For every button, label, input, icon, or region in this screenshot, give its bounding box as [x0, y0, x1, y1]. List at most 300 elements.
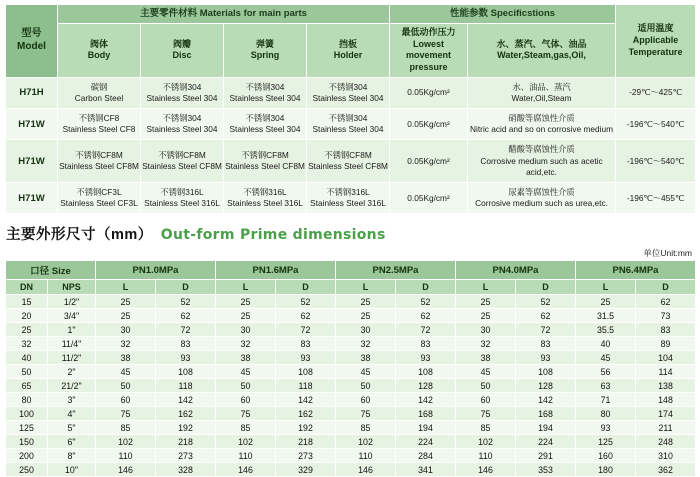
cell-medium-en: Nitric acid and so on corrosive medium — [470, 124, 613, 135]
cell-holder — [307, 109, 390, 140]
cell-l-pn40: 25 — [456, 309, 516, 323]
header-spring-en: Spring — [250, 50, 280, 61]
cell-nps: 21/2" — [48, 379, 96, 393]
header-group-materials-cn: 主要零件材料 — [140, 8, 198, 19]
cell-body — [58, 109, 141, 140]
cell-l-pn64: 93 — [576, 421, 636, 435]
header-disc — [141, 23, 224, 77]
dim-header-row-top — [6, 261, 696, 280]
header-spring-cn: 弹簧 — [255, 38, 274, 49]
cell-d-pn40: 353 — [516, 463, 576, 477]
cell-pressure: 0.05Kg/cm² — [390, 140, 468, 183]
cell-spring — [224, 182, 307, 213]
cell-dn: 125 — [6, 421, 48, 435]
header-holder — [307, 23, 390, 77]
cell-l-pn25: 32 — [336, 337, 396, 351]
header-disc-cn: 阀瓣 — [172, 38, 191, 49]
header-medium-en: Water,Steam,gas,Oil, — [497, 50, 586, 61]
cell-d-pn25: 62 — [396, 309, 456, 323]
cell-l-pn16: 60 — [216, 393, 276, 407]
header-group-materials — [58, 5, 390, 24]
header-holder-en: Holder — [333, 50, 363, 61]
dim-header-pn25: PN2.5MPa — [336, 261, 456, 280]
cell-holder-en: Stainless Steel 304 — [312, 92, 384, 103]
cell-d-pn16: 118 — [276, 379, 336, 393]
table-row — [6, 140, 696, 183]
cell-l-pn25: 38 — [336, 351, 396, 365]
cell-l-pn16: 30 — [216, 323, 276, 337]
cell-disc-cn: 不锈钢304 — [162, 81, 202, 92]
cell-l-pn10: 75 — [96, 407, 156, 421]
cell-d-pn10: 118 — [156, 379, 216, 393]
unit-note: 单位Unit:mm — [643, 248, 692, 259]
cell-body-en: Stainless Steel CF8 — [62, 124, 136, 135]
header-group-performance-cn: 性能参数 — [449, 8, 488, 19]
header-model — [6, 5, 58, 78]
header-temperature — [616, 5, 696, 78]
section-title — [6, 223, 700, 244]
cell-l-pn16: 75 — [216, 407, 276, 421]
header-body-cn: 阀体 — [89, 38, 108, 49]
dim-header-d-pn25: D — [396, 280, 456, 295]
cell-body — [58, 140, 141, 183]
cell-l-pn16: 85 — [216, 421, 276, 435]
cell-l-pn10: 32 — [96, 337, 156, 351]
cell-d-pn16: 273 — [276, 449, 336, 463]
table-row — [6, 109, 696, 140]
header-group-performance — [390, 5, 616, 24]
cell-l-pn40: 110 — [456, 449, 516, 463]
cell-l-pn64: 160 — [576, 449, 636, 463]
cell-disc — [141, 140, 224, 183]
cell-l-pn64: 125 — [576, 435, 636, 449]
cell-disc-en: Stainless Steel 304 — [146, 124, 218, 135]
dim-header-d-pn40: D — [516, 280, 576, 295]
cell-d-pn40: 62 — [516, 309, 576, 323]
cell-temperature: -196℃～455℃ — [616, 182, 696, 213]
cell-temperature: -29℃～425℃ — [616, 77, 696, 108]
dim-header-d-pn64: D — [636, 280, 696, 295]
section-title-en: Out-form Prime dimensions — [160, 227, 386, 244]
cell-l-pn40: 25 — [456, 295, 516, 309]
cell-d-pn40: 168 — [516, 407, 576, 421]
cell-d-pn16: 329 — [276, 463, 336, 477]
cell-l-pn10: 110 — [96, 449, 156, 463]
cell-l-pn40: 32 — [456, 337, 516, 351]
header-medium — [468, 23, 616, 77]
cell-dn: 25 — [6, 323, 48, 337]
cell-spring — [224, 140, 307, 183]
cell-d-pn16: 83 — [276, 337, 336, 351]
table-row — [6, 182, 696, 213]
cell-body-en: Carbon Steel — [74, 92, 124, 103]
dim-header-l-pn40: L — [456, 280, 516, 295]
cell-dn: 50 — [6, 365, 48, 379]
cell-d-pn64: 89 — [636, 337, 696, 351]
cell-l-pn25: 75 — [336, 407, 396, 421]
cell-l-pn40: 38 — [456, 351, 516, 365]
cell-l-pn25: 60 — [336, 393, 396, 407]
dim-header-l-pn25: L — [336, 280, 396, 295]
cell-nps: 8" — [48, 449, 96, 463]
cell-d-pn25: 93 — [396, 351, 456, 365]
cell-l-pn10: 30 — [96, 323, 156, 337]
cell-medium-en: Corrosive medium such as acetic acid,etc. — [480, 155, 603, 177]
cell-spring — [224, 109, 307, 140]
header-holder-cn: 挡板 — [339, 38, 358, 49]
cell-disc-en: Stainless Steel 316L — [144, 198, 220, 209]
materials-specifications-table — [5, 4, 696, 214]
cell-l-pn16: 110 — [216, 449, 276, 463]
cell-l-pn16: 146 — [216, 463, 276, 477]
cell-medium — [468, 77, 616, 108]
cell-medium-en: Corrosive medium such as urea,etc. — [475, 198, 608, 209]
cell-d-pn40: 52 — [516, 295, 576, 309]
cell-d-pn25: 341 — [396, 463, 456, 477]
cell-l-pn40: 146 — [456, 463, 516, 477]
cell-l-pn16: 38 — [216, 351, 276, 365]
cell-d-pn40: 72 — [516, 323, 576, 337]
cell-dn: 100 — [6, 407, 48, 421]
cell-l-pn25: 25 — [336, 309, 396, 323]
header-body — [58, 23, 141, 77]
cell-d-pn10: 83 — [156, 337, 216, 351]
cell-medium — [468, 140, 616, 183]
cell-l-pn10: 45 — [96, 365, 156, 379]
cell-d-pn10: 108 — [156, 365, 216, 379]
cell-d-pn64: 73 — [636, 309, 696, 323]
cell-nps: 2" — [48, 365, 96, 379]
cell-model: H71W — [6, 182, 58, 213]
cell-l-pn10: 25 — [96, 309, 156, 323]
cell-nps: 1" — [48, 323, 96, 337]
cell-l-pn40: 75 — [456, 407, 516, 421]
cell-d-pn64: 138 — [636, 379, 696, 393]
cell-l-pn16: 45 — [216, 365, 276, 379]
cell-l-pn16: 25 — [216, 309, 276, 323]
cell-dn: 150 — [6, 435, 48, 449]
cell-d-pn16: 162 — [276, 407, 336, 421]
cell-medium-en: Water,Oil,Steam — [511, 92, 572, 103]
cell-l-pn64: 56 — [576, 365, 636, 379]
cell-d-pn25: 72 — [396, 323, 456, 337]
cell-medium-cn: 硝酸等腐蚀性介质 — [508, 113, 575, 123]
cell-holder-en: Stainless Steel 316L — [310, 198, 386, 209]
table-row — [6, 393, 696, 407]
cell-body-cn: 碳钢 — [90, 81, 108, 92]
cell-spring-cn: 不锈钢CF8M — [241, 149, 289, 160]
cell-body — [58, 77, 141, 108]
cell-l-pn25: 25 — [336, 295, 396, 309]
cell-disc — [141, 182, 224, 213]
cell-l-pn64: 40 — [576, 337, 636, 351]
header-body-en: Body — [87, 50, 111, 61]
header-model-en: Model — [17, 40, 46, 52]
dim-header-dn: DN — [6, 280, 48, 295]
cell-d-pn16: 192 — [276, 421, 336, 435]
dim-header-pn16: PN1.6MPa — [216, 261, 336, 280]
table-row — [6, 77, 696, 108]
cell-nps: 1/2" — [48, 295, 96, 309]
section-title-cn: 主要外形尺寸（mm） — [6, 227, 153, 244]
cell-nps: 6" — [48, 435, 96, 449]
cell-d-pn25: 284 — [396, 449, 456, 463]
table-header-row-sub — [6, 23, 696, 77]
table-row — [6, 337, 696, 351]
cell-holder-cn: 不锈钢316L — [326, 186, 370, 197]
cell-d-pn10: 62 — [156, 309, 216, 323]
header-pressure-cn: 最低动作压力 — [401, 26, 456, 37]
cell-l-pn64: 25 — [576, 295, 636, 309]
cell-body-en: Stainless Steel CF3L — [60, 198, 138, 209]
header-temperature-cn: 适用温度 — [637, 23, 674, 34]
cell-body-en: Stainless Steel CF8M — [59, 161, 139, 172]
header-group-materials-en: Materials for main parts — [199, 8, 307, 19]
cell-spring-cn: 不锈钢316L — [243, 186, 287, 197]
cell-l-pn40: 85 — [456, 421, 516, 435]
dimensions-table — [5, 260, 696, 477]
header-pressure-en: Lowest movement pressure — [406, 38, 452, 72]
cell-dn: 80 — [6, 393, 48, 407]
cell-d-pn40: 83 — [516, 337, 576, 351]
cell-d-pn64: 362 — [636, 463, 696, 477]
cell-disc-en: Stainless Steel 304 — [146, 92, 218, 103]
cell-l-pn64: 180 — [576, 463, 636, 477]
cell-holder-en: Stainless Steel 304 — [312, 124, 384, 135]
cell-disc — [141, 77, 224, 108]
cell-l-pn10: 146 — [96, 463, 156, 477]
cell-temperature: -196℃～540℃ — [616, 109, 696, 140]
table-row — [6, 351, 696, 365]
cell-body-cn: 不锈钢CF8 — [78, 113, 120, 123]
dim-header-row-sub — [6, 280, 696, 295]
cell-disc-cn: 不锈钢316L — [160, 186, 204, 197]
cell-dn: 20 — [6, 309, 48, 323]
table-row — [6, 295, 696, 309]
cell-l-pn16: 50 — [216, 379, 276, 393]
dim-header-pn64: PN6.4MPa — [576, 261, 696, 280]
cell-l-pn10: 60 — [96, 393, 156, 407]
cell-d-pn25: 83 — [396, 337, 456, 351]
cell-temperature: -196℃～540℃ — [616, 140, 696, 183]
unit-note-row — [0, 247, 700, 259]
table-header-row-top — [6, 5, 696, 24]
cell-spring-en: Stainless Steel CF8M — [225, 161, 305, 172]
cell-body — [58, 182, 141, 213]
cell-spring-cn: 不锈钢304 — [245, 113, 285, 123]
cell-dn: 200 — [6, 449, 48, 463]
table-row — [6, 323, 696, 337]
dim-header-size-group: 口径 Size — [6, 261, 96, 280]
cell-l-pn10: 25 — [96, 295, 156, 309]
header-model-cn: 型号 — [21, 28, 42, 40]
header-temperature-en: Applicable Temperature — [628, 34, 683, 57]
header-disc-en: Disc — [172, 50, 192, 61]
header-medium-cn: 水、蒸汽、气体、油品 — [496, 38, 587, 49]
cell-dn: 250 — [6, 463, 48, 477]
cell-dn: 15 — [6, 295, 48, 309]
header-group-performance-en: Specificstions — [490, 8, 556, 19]
cell-l-pn25: 146 — [336, 463, 396, 477]
cell-d-pn64: 83 — [636, 323, 696, 337]
table-row — [6, 421, 696, 435]
cell-nps: 10" — [48, 463, 96, 477]
cell-l-pn64: 31.5 — [576, 309, 636, 323]
cell-l-pn25: 50 — [336, 379, 396, 393]
cell-l-pn64: 71 — [576, 393, 636, 407]
cell-disc-cn: 不锈钢CF8M — [158, 149, 206, 160]
cell-body-cn: 不锈钢CF8M — [75, 149, 123, 160]
cell-nps: 4" — [48, 407, 96, 421]
dim-header-d-pn16: D — [276, 280, 336, 295]
table-row — [6, 365, 696, 379]
cell-medium-cn: 尿素等腐蚀性介质 — [508, 186, 575, 197]
cell-l-pn40: 30 — [456, 323, 516, 337]
cell-d-pn40: 142 — [516, 393, 576, 407]
cell-l-pn10: 50 — [96, 379, 156, 393]
cell-d-pn25: 128 — [396, 379, 456, 393]
cell-spring-en: Stainless Steel 316L — [227, 198, 303, 209]
cell-l-pn25: 30 — [336, 323, 396, 337]
cell-nps: 3/4" — [48, 309, 96, 323]
cell-model: H71H — [6, 77, 58, 108]
cell-d-pn10: 93 — [156, 351, 216, 365]
cell-pressure: 0.05Kg/cm² — [390, 109, 468, 140]
cell-model: H71W — [6, 109, 58, 140]
cell-d-pn16: 72 — [276, 323, 336, 337]
cell-dn: 40 — [6, 351, 48, 365]
cell-d-pn10: 52 — [156, 295, 216, 309]
cell-nps: 5" — [48, 421, 96, 435]
cell-d-pn64: 248 — [636, 435, 696, 449]
cell-d-pn25: 52 — [396, 295, 456, 309]
cell-d-pn10: 273 — [156, 449, 216, 463]
cell-holder-cn: 不锈钢304 — [328, 81, 368, 92]
cell-d-pn64: 211 — [636, 421, 696, 435]
cell-d-pn40: 128 — [516, 379, 576, 393]
cell-d-pn10: 328 — [156, 463, 216, 477]
cell-d-pn64: 114 — [636, 365, 696, 379]
cell-d-pn16: 52 — [276, 295, 336, 309]
cell-d-pn64: 148 — [636, 393, 696, 407]
cell-d-pn16: 218 — [276, 435, 336, 449]
cell-d-pn16: 62 — [276, 309, 336, 323]
cell-l-pn25: 45 — [336, 365, 396, 379]
cell-l-pn64: 45 — [576, 351, 636, 365]
cell-disc-en: Stainless Steel CF8M — [142, 161, 222, 172]
cell-model: H71W — [6, 140, 58, 183]
cell-d-pn25: 142 — [396, 393, 456, 407]
cell-medium-cn: 醋酸等腐蚀性介质 — [508, 144, 575, 155]
cell-l-pn10: 38 — [96, 351, 156, 365]
cell-d-pn64: 174 — [636, 407, 696, 421]
cell-body-cn: 不锈钢CF3L — [76, 186, 122, 197]
cell-l-pn40: 60 — [456, 393, 516, 407]
cell-d-pn10: 218 — [156, 435, 216, 449]
cell-d-pn64: 310 — [636, 449, 696, 463]
dim-header-pn40: PN4.0MPa — [456, 261, 576, 280]
cell-dn: 32 — [6, 337, 48, 351]
table-row — [6, 407, 696, 421]
cell-l-pn25: 85 — [336, 421, 396, 435]
table-row — [6, 449, 696, 463]
header-pressure — [390, 23, 468, 77]
cell-holder — [307, 140, 390, 183]
cell-d-pn10: 72 — [156, 323, 216, 337]
cell-spring-en: Stainless Steel 304 — [229, 92, 301, 103]
cell-l-pn25: 110 — [336, 449, 396, 463]
document-page — [0, 4, 700, 475]
cell-nps: 11/4" — [48, 337, 96, 351]
cell-l-pn40: 50 — [456, 379, 516, 393]
cell-d-pn10: 162 — [156, 407, 216, 421]
dim-header-l-pn16: L — [216, 280, 276, 295]
cell-l-pn25: 102 — [336, 435, 396, 449]
cell-holder — [307, 77, 390, 108]
dim-header-l-pn64: L — [576, 280, 636, 295]
cell-holder — [307, 182, 390, 213]
cell-d-pn16: 93 — [276, 351, 336, 365]
cell-d-pn16: 108 — [276, 365, 336, 379]
cell-l-pn64: 80 — [576, 407, 636, 421]
header-spring — [224, 23, 307, 77]
dim-header-d-pn10: D — [156, 280, 216, 295]
cell-l-pn40: 102 — [456, 435, 516, 449]
cell-medium — [468, 109, 616, 140]
cell-medium-cn: 水、油品、蒸汽 — [512, 81, 571, 92]
cell-spring — [224, 77, 307, 108]
cell-l-pn10: 102 — [96, 435, 156, 449]
cell-spring-en: Stainless Steel 304 — [229, 124, 301, 135]
cell-l-pn40: 45 — [456, 365, 516, 379]
cell-l-pn64: 63 — [576, 379, 636, 393]
table-row — [6, 435, 696, 449]
cell-d-pn40: 291 — [516, 449, 576, 463]
cell-d-pn64: 104 — [636, 351, 696, 365]
cell-l-pn16: 102 — [216, 435, 276, 449]
cell-l-pn16: 25 — [216, 295, 276, 309]
dim-header-nps: NPS — [48, 280, 96, 295]
dim-header-l-pn10: L — [96, 280, 156, 295]
cell-d-pn25: 224 — [396, 435, 456, 449]
cell-pressure: 0.05Kg/cm² — [390, 77, 468, 108]
cell-l-pn16: 32 — [216, 337, 276, 351]
dim-header-pn10: PN1.0MPa — [96, 261, 216, 280]
cell-nps: 11/2" — [48, 351, 96, 365]
cell-dn: 65 — [6, 379, 48, 393]
cell-l-pn10: 85 — [96, 421, 156, 435]
cell-disc — [141, 109, 224, 140]
cell-spring-cn: 不锈钢304 — [245, 81, 285, 92]
cell-holder-en: Stainless Steel CF8M — [308, 161, 388, 172]
cell-nps: 3" — [48, 393, 96, 407]
cell-d-pn16: 142 — [276, 393, 336, 407]
cell-medium — [468, 182, 616, 213]
cell-d-pn10: 192 — [156, 421, 216, 435]
cell-d-pn40: 224 — [516, 435, 576, 449]
table-row — [6, 309, 696, 323]
table-row — [6, 463, 696, 477]
cell-d-pn25: 108 — [396, 365, 456, 379]
cell-holder-cn: 不锈钢304 — [328, 113, 368, 123]
cell-l-pn64: 35.5 — [576, 323, 636, 337]
cell-pressure: 0.05Kg/cm² — [390, 182, 468, 213]
cell-d-pn40: 108 — [516, 365, 576, 379]
table-row — [6, 379, 696, 393]
cell-d-pn40: 93 — [516, 351, 576, 365]
cell-d-pn64: 62 — [636, 295, 696, 309]
cell-disc-cn: 不锈钢304 — [162, 113, 202, 123]
